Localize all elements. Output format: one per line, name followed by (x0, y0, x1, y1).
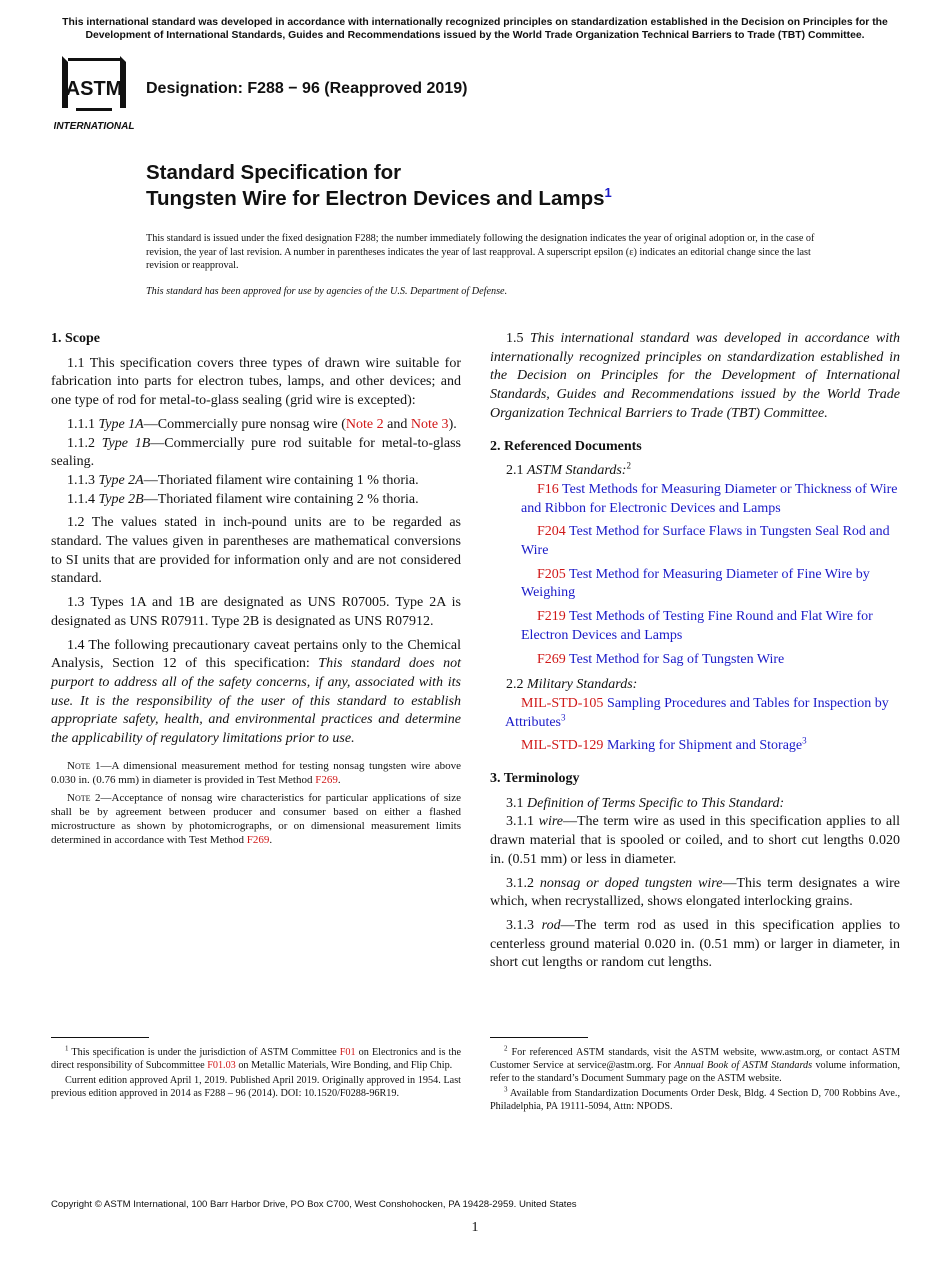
reference-item (506, 523, 900, 560)
para-3-1-1: 3.1.1 wire—The term wire as used in this specification applies to all drawn material that is spooled or coiled, and to short cut lengths 0.020 in. (0.51 mm) or less in diameter. (490, 814, 900, 867)
para-1-1-2: 1.1.2 Type 1B—Commercially pure rod suitable for metal-to-glass sealing. (51, 435, 461, 470)
f01-03-link[interactable]: F01.03 (207, 1060, 236, 1071)
note-3-link[interactable]: Note 3 (410, 416, 449, 432)
f269-link[interactable]: F269 (315, 773, 338, 786)
para-1-2: 1.2 The values stated in inch-pound units are to be regarded as standard. The values given in parentheses are mathematical conversions to SI units that are provided for information only and are not considered standard. (51, 515, 461, 587)
reference-title[interactable]: Marking for Shipment and Storage (603, 738, 803, 754)
footnote-divider (51, 1037, 149, 1038)
para-3-1-2: 3.1.2 nonsag or doped tungsten wire—This term designates a wire which, when recrystallized, shows elongated interlocking grains. (490, 875, 901, 910)
title-line-1: Standard Specification for (146, 161, 402, 184)
title-footnote-mark[interactable]: 1 (604, 185, 612, 201)
reference-item (506, 566, 900, 603)
copyright: Copyright © ASTM International, 100 Barr Harbor Drive, PO Box C700, West Conshohocken, PA 19428-2959. United States (51, 1199, 577, 1210)
reference-item (506, 608, 900, 645)
top-notice: This international standard was developed in accordance with internationally recognized principles on standardization established in the Decision on Principles for the Development of International Standards, Guides and Recommendations issued by the World Trade Organization Technical Barriers to Trade (TBT) Committee. (62, 17, 888, 41)
title-line-2: Tungsten Wire for Electron Devices and Lamps$^1$ (146, 185, 612, 210)
para-2-2: 2.2 Military Standards: (506, 677, 638, 693)
footnote-divider (490, 1037, 588, 1038)
designation: Designation: F288 − 96 (Reapproved 2019) (146, 80, 468, 97)
section-heading-terminology: 3. Terminology (490, 771, 580, 787)
para-1-1-4: 1.1.4 Type 2B—Thoriated filament wire containing 2 % thoria. (67, 491, 419, 507)
reference-code[interactable]: F16 (537, 481, 559, 497)
para-1-3: 1.3 Types 1A and 1B are designated as UNS R07005. Type 2A is designated as UNS R07911. Type 2B is designated as UNS R07912. (51, 595, 461, 629)
astm-reference-list (506, 481, 900, 669)
para-3-1: 3.1 Definition of Terms Specific to This Standard: (506, 795, 785, 811)
reference-title[interactable]: Sampling Procedures and Tables for Inspection by Attributes (505, 695, 889, 730)
document-title (146, 160, 612, 212)
astm-logo (54, 56, 134, 132)
left-column (51, 330, 461, 851)
reference-code[interactable]: F204 (537, 524, 566, 540)
footnotes-right (490, 1046, 900, 1115)
para-1-1: 1.1 This specification covers three types of drawn wire suitable for fabrication into parts for electron tubes, lamps, and other devices; and one type of rod for metal-to-glass sealing (grid wire is excepted): (51, 355, 461, 409)
section-heading-scope: 1. Scope (51, 331, 100, 346)
reference-item: MIL-STD-129 Marking for Shipment and Storage$^3$ (521, 735, 807, 754)
section-heading-referenced-documents: 2. Referenced Documents (490, 438, 642, 454)
para-1-5: 1.5 This international standard was developed in accordance with internationally recognized principles on standardization established in the Decision on Principles for the Development of International Standards, Guides and Recommendations issued by the World Trade Organization Technical Barriers to Trade (TBT) Committee. (490, 331, 901, 421)
note-2: Note 2—Acceptance of nonsag wire characteristics for particular applications of size shall be by agreement between producer and consumer based on either a flashed microstructure as shown by photomicrographs, or on dimensional measurement limits determined in accordance with Test Method F269. (51, 791, 461, 846)
reference-code[interactable]: MIL-STD-105 (521, 695, 604, 711)
f269-link[interactable]: F269 (246, 833, 270, 846)
para-1-4: 1.4 The following precautionary caveat pertains only to the Chemical Analysis, Section 12 of this specification: This standard does not purport to address all of the safety concerns, if any, associated with its use. It is the responsibility of the user of this standard to establish appropriate safety, health, and environmental practices and determine the applicability of regulatory limitations prior to use. (51, 637, 461, 747)
logo-caption: INTERNATIONAL (54, 121, 134, 132)
reference-item (506, 651, 900, 670)
reference-item: MIL-STD-105 Sampling Procedures and Tables for Inspection by Attributes$^3$ (505, 695, 889, 730)
footnote-2: $^2$ For referenced ASTM standards, visit the ASTM website, www.astm.org, or contact ASTM Customer Service at service@astm.org. For Annual Book of ASTM Standards volume information, refer to the standard’s Document Summary page on the ASTM website. (490, 1044, 900, 1084)
dod-note: This standard has been approved for use by agencies of the U.S. Department of Defense. (146, 286, 508, 297)
reference-code[interactable]: MIL-STD-129 (521, 738, 604, 754)
para-2-1: 2.1 ASTM Standards:$^2$ (506, 460, 631, 479)
footnote-3: $^3$ Available from Standardization Documents Order Desk, Bldg. 4 Section D, 700 Robbins Ave., Philadelphia, PA 19111-5094, Attn: NPODS. (490, 1085, 900, 1112)
page-number: 1 (471, 1220, 479, 1235)
reference-code[interactable]: F269 (537, 651, 566, 667)
logo-letters: ASTM (65, 78, 123, 100)
footnotes-left (51, 1046, 461, 1102)
reference-code[interactable]: F205 (537, 566, 566, 582)
note-1: Note 1—A dimensional measurement method for testing nonsag tungsten wire above 0.030 in. (0.76 mm) in diameter is provided in Test Method F269. (51, 759, 461, 786)
issue-note: This standard is issued under the fixed designation F288; the number immediately following the designation indicates the year of original adoption or, in the case of revision, the year of last revision. A number in parentheses indicates the year of last reapproval. A superscript epsilon (ε) indicates an editorial change since the last revision or reapproval. (146, 233, 815, 271)
para-3-1-3: 3.1.3 rod—The term rod as used in this specification applies to centerless ground material 0.020 in. (0.51 mm) or larger in diameter, in short cut lengths or random cut lengths. (490, 917, 901, 971)
reference-code[interactable]: F219 (537, 609, 566, 625)
note-2-link[interactable]: Note 2 (345, 416, 384, 432)
reference-title[interactable]: Test Methods for Measuring Diameter or Thickness of Wire and Ribbon for Electronic Devices and Lamps (521, 481, 898, 516)
reference-title[interactable]: Test Methods of Testing Fine Round and Flat Wire for Electron Devices and Lamps (521, 609, 873, 643)
footnote-1-edition: Current edition approved April 1, 2019. Published April 2019. Originally approved in 1954. Last previous edition approved in 2014 as F288 – 96 (2014). DOI: 10.1520/F0288-96R19. (51, 1075, 461, 1099)
para-1-1-3: 1.1.3 Type 2A—Thoriated filament wire containing 1 % thoria. (67, 472, 419, 488)
right-column (490, 330, 900, 978)
f01-link[interactable]: F01 (339, 1047, 356, 1058)
para-1-1-1: 1.1.1 Type 1A—Commercially pure nonsag wire (Note 2 and Note 3). (67, 416, 457, 432)
footnote-1: $^1$ This specification is under the jurisdiction of ASTM Committee F01 on Electronics and is the direct responsibility of Subcommittee F01.03 on Metallic Materials, Wire Bonding, and Flip Chip. (51, 1044, 461, 1071)
reference-title[interactable]: Test Method for Sag of Tungsten Wire (565, 651, 785, 667)
reference-item (506, 481, 900, 518)
reference-title[interactable]: Test Method for Surface Flaws in Tungsten Seal Rod and Wire (521, 524, 890, 559)
reference-title[interactable]: Test Method for Measuring Diameter of Fine Wire by Weighing (521, 566, 870, 601)
military-reference-list (490, 695, 900, 756)
